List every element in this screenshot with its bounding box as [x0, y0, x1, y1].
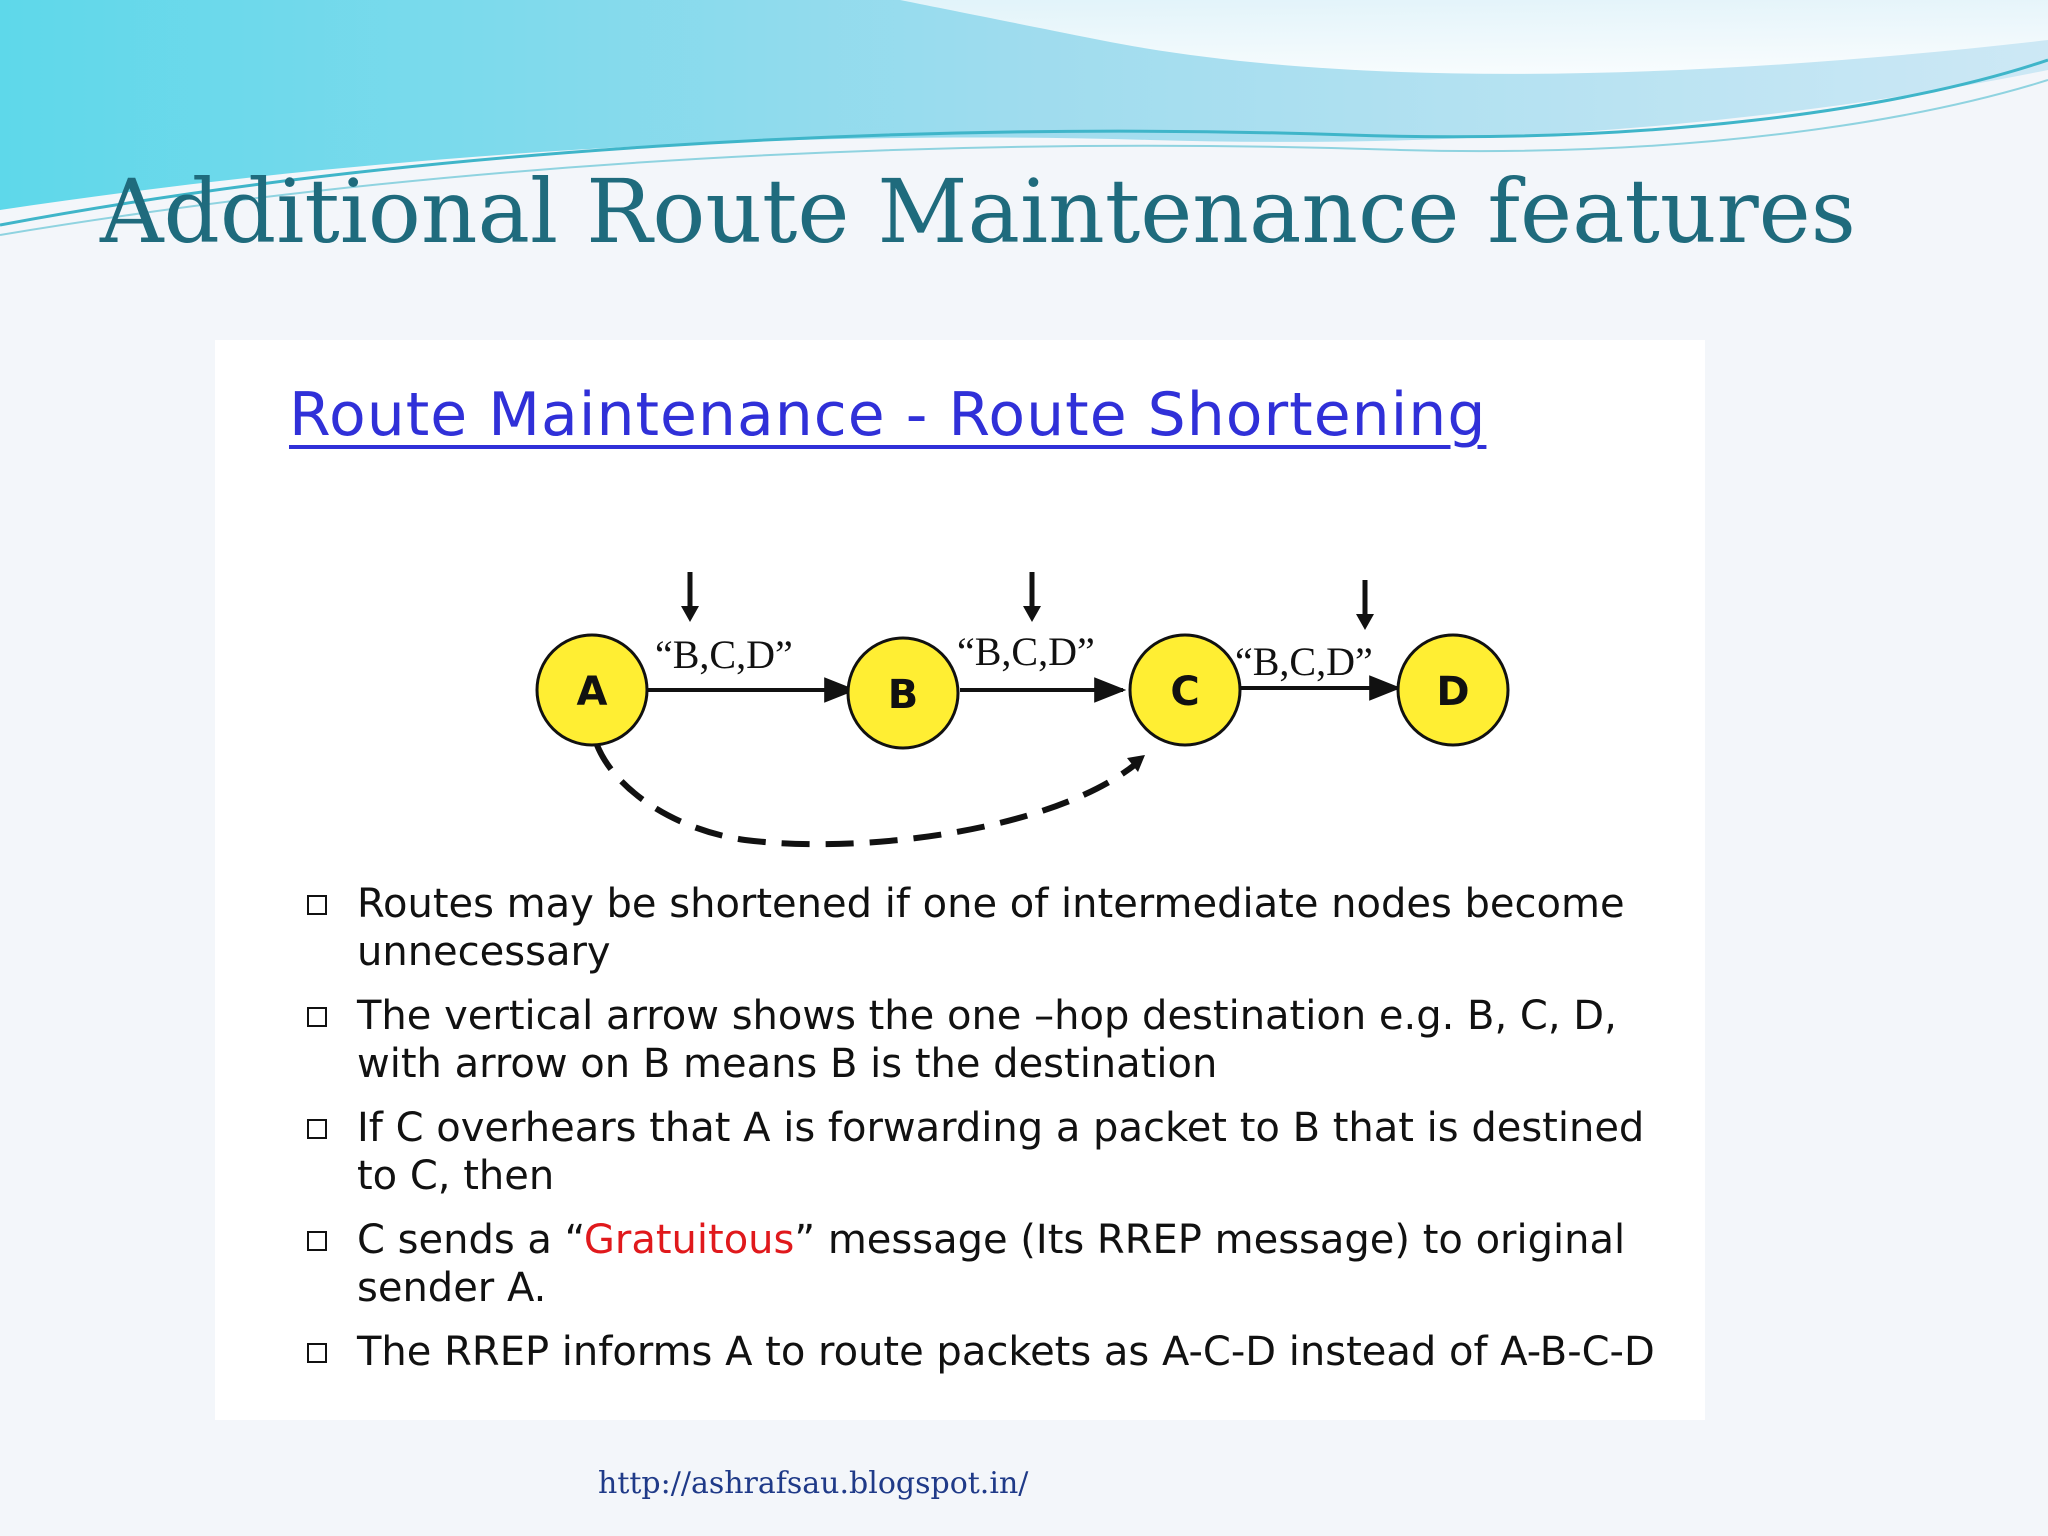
- node-d: [1398, 635, 1508, 745]
- figure-title: Route Maintenance - Route Shortening: [289, 380, 1487, 450]
- node-a-label: A: [576, 669, 608, 715]
- node-c-label: C: [1170, 669, 1200, 715]
- shortened-route-a-c: [597, 745, 1137, 844]
- edge-label-b-c: “B,C,D”: [957, 629, 1095, 674]
- edge-label-c-d: “B,C,D”: [1235, 639, 1373, 684]
- bullet-text: If C overhears that A is forwarding a packet to B that is destined to C, then: [357, 1105, 1645, 1199]
- destination-arrow-b: [681, 572, 699, 622]
- bullet-item: [295, 1328, 1675, 1376]
- edge-label-a-b: “B,C,D”: [655, 632, 793, 677]
- route-shortening-figure: [215, 340, 1705, 1420]
- bullet-text-post: ” message (Its RREP message) to original sender A.: [357, 1217, 1626, 1311]
- bullet-item: [295, 992, 1675, 1088]
- gratuitous-highlight: Gratuitous: [583, 1217, 795, 1263]
- bullet-item: [295, 880, 1675, 976]
- square-bullet-icon: [307, 1231, 327, 1251]
- footer-url: http://ashrafsau.blogspot.in/: [598, 1466, 1029, 1501]
- bullet-text: Routes may be shortened if one of intermediate nodes become unnecessary: [357, 881, 1625, 975]
- bullet-item: [295, 1104, 1675, 1200]
- destination-arrow-d: [1356, 580, 1374, 630]
- bullet-text: The RREP informs A to route packets as A-C-D instead of A-B-C-D: [357, 1329, 1655, 1375]
- node-b-label: B: [887, 672, 919, 718]
- square-bullet-icon: [307, 1119, 327, 1139]
- destination-arrow-c: [1023, 572, 1041, 622]
- square-bullet-icon: [307, 1343, 327, 1363]
- bullet-text-pre: C sends a “: [357, 1217, 584, 1263]
- square-bullet-icon: [307, 895, 327, 915]
- bullet-list: [295, 880, 1675, 1392]
- square-bullet-icon: [307, 1007, 327, 1027]
- node-b: [848, 638, 958, 748]
- bullet-item: [295, 1216, 1675, 1312]
- bullet-text: The vertical arrow shows the one –hop destination e.g. B, C, D, with arrow on B means B is the destination: [357, 993, 1617, 1087]
- node-a: [537, 635, 647, 745]
- node-d-label: D: [1436, 669, 1470, 715]
- slide-title: Additional Route Maintenance features: [100, 160, 1856, 263]
- node-c: [1130, 635, 1240, 745]
